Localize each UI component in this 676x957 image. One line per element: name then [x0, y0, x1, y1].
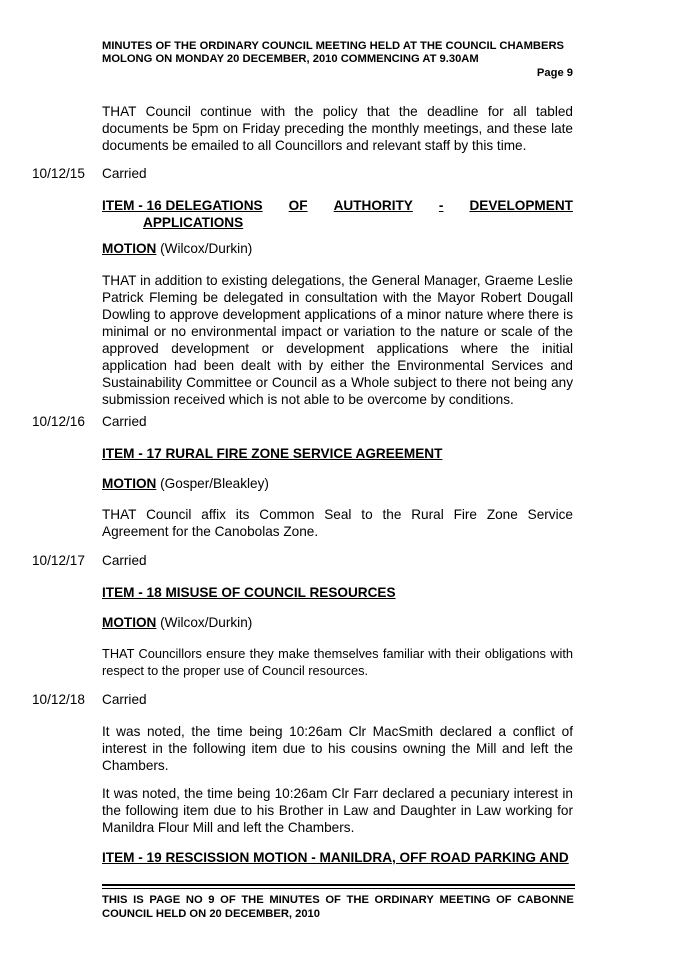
page-number: Page 9: [536, 67, 573, 79]
footer-rule-thin: [102, 888, 575, 889]
footer-word: OF: [496, 894, 512, 906]
footer-word: OF: [325, 894, 341, 906]
motion-label: MOTION: [102, 476, 157, 491]
item-16-heading-word: AUTHORITY: [333, 198, 413, 213]
footer-word: MINUTES: [269, 894, 320, 906]
carried-17: Carried: [102, 553, 147, 568]
footer-word: THE: [241, 894, 264, 906]
motion-label: MOTION: [102, 241, 157, 256]
item-18-heading: ITEM - 18 MISUSE OF COUNCIL RESOURCES: [102, 585, 396, 600]
header-line-1: MINUTES OF THE ORDINARY COUNCIL MEETING HELD AT THE COUNCIL CHAMBERS: [102, 40, 565, 52]
motion-movers: (Wilcox/Durkin): [160, 615, 253, 630]
motion-movers: (Gosper/Bleakley): [160, 476, 269, 491]
conflict-note-farr: It was noted, the time being 10:26am Clr Farr declared a pecuniary interest in the following item due to his Brother in Law and Daughter in Law working for Manildra Flour Mill and left the Chambers.: [102, 786, 573, 835]
item-16-resolution-text: THAT in addition to existing delegations, the General Manager, Graeme Leslie Patrick Fleming be delegated in consultation with the Mayor Robert Dougall Dowling to approve development applications of a minor nature where there is minimal or no environmental impact or variation to the nature or scale of the approved development or development applications where the initial application had been dealt with by either the Environmental Services and Sustainability Committee or Council as a Whole subject to there not being any submission received which is not able to be overcome by conditions.: [102, 273, 573, 407]
item-18-motion: [102, 614, 252, 631]
resolution-ref-15: 10/12/15: [32, 166, 85, 181]
item-18-resolution-text: THAT Councillors ensure they make themselves familiar with their obligations with respect to the proper use of Council resources.: [102, 646, 573, 678]
footer-word: PAGE: [149, 894, 181, 906]
item-19-heading: ITEM - 19 RESCISSION MOTION - MANILDRA, OFF ROAD PARKING AND: [102, 850, 569, 865]
item-16-heading-word: ITEM - 16 DELEGATIONS: [102, 198, 263, 213]
item-16-heading-line-2: APPLICATIONS: [143, 215, 244, 230]
conflict-note-macsmith: It was noted, the time being 10:26am Clr MacSmith declared a conflict of interest in the following item due to his cousins owning the Mill and left the Chambers.: [102, 724, 573, 773]
header-line-2: MOLONG ON MONDAY 20 DECEMBER, 2010 COMMENCING AT 9.30AM: [102, 53, 479, 65]
intro-paragraph: THAT Council continue with the policy that the deadline for all tabled documents be 5pm on Friday preceding the monthly meetings, and these late documents be emailed to all Councillors and relevant staff by this time.: [102, 104, 573, 153]
carried-15: Carried: [102, 166, 147, 181]
item-16-heading: [102, 197, 573, 231]
running-header: [102, 40, 574, 66]
footer-word: MEETING: [439, 894, 491, 906]
carried-18: Carried: [102, 692, 147, 707]
item-17-heading: ITEM - 17 RURAL FIRE ZONE SERVICE AGREEMENT: [102, 446, 443, 461]
footer-word: THE: [346, 894, 369, 906]
footer-rule-thick: [102, 884, 575, 886]
footer-line-2: COUNCIL HELD ON 20 DECEMBER, 2010: [102, 908, 320, 920]
item-16-heading-word: DEVELOPMENT: [469, 198, 573, 213]
item-16-heading-word: -: [438, 198, 444, 213]
carried-16: Carried: [102, 414, 147, 429]
motion-movers: (Wilcox/Durkin): [160, 241, 253, 256]
footer-word: IS: [133, 894, 144, 906]
footer-word: CABONNE: [517, 894, 574, 906]
item-17-resolution-text: THAT Council affix its Common Seal to the Rural Fire Zone Service Agreement for the Canobolas Zone.: [102, 507, 573, 539]
footer-word: NO: [185, 894, 203, 906]
item-16-motion: [102, 240, 252, 257]
page-footer: [102, 893, 574, 921]
resolution-ref-16: 10/12/16: [32, 414, 85, 429]
item-16-heading-line-1: [102, 197, 573, 214]
footer-word: 9: [208, 894, 215, 906]
footer-line-1: [102, 893, 574, 907]
footer-word: OF: [220, 894, 236, 906]
motion-label: MOTION: [102, 615, 157, 630]
resolution-ref-17: 10/12/17: [32, 553, 85, 568]
footer-word: ORDINARY: [374, 894, 434, 906]
item-16-heading-word: OF: [288, 198, 308, 213]
item-17-motion: [102, 475, 269, 492]
resolution-ref-18: 10/12/18: [32, 692, 85, 707]
footer-word: THIS: [102, 894, 128, 906]
